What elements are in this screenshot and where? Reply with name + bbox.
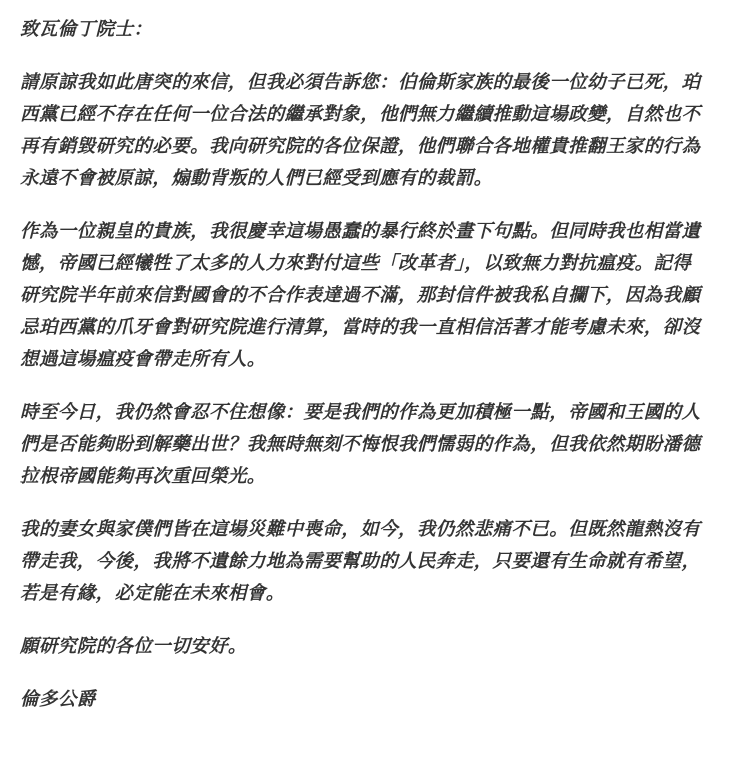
letter-paragraph: 我的妻女與家僕們皆在這場災難中喪命，如今，我仍然悲痛不已。但既然龍熱沒有帶走我，今後，我將不遺餘力地為需要幫助的人民奔走，只要還有生命就有希望，若是有緣，必定能在未來相會。 — [20, 519, 701, 604]
letter-salutation: 致瓦倫丁院士： — [20, 19, 153, 40]
letter-signature: 倫多公爵 — [20, 689, 96, 710]
letter-paragraph: 請原諒我如此唐突的來信，但我必須告訴您：伯倫斯家族的最後一位幼子已死，珀西黨已經不存在任何一位合法的繼承對象，他們無力繼續推動這場政變，自然也不再有銷毀研究的必要。我向研究院的各位保證，他們聯合各地權貴推翻王家的行為永遠不會被原諒，煽動背叛的人們已經受到應有的裁罰。 — [20, 72, 701, 189]
letter-paragraph: 時至今日，我仍然會忍不住想像：要是我們的作為更加積極一點，帝國和王國的人們是否能夠盼到解藥出世？我無時無刻不悔恨我們懦弱的作為，但我依然期盼潘德拉根帝國能夠再次重回榮光。 — [20, 402, 701, 487]
letter-closing: 願研究院的各位一切安好。 — [20, 636, 247, 657]
letter-paragraph: 作為一位親皇的貴族，我很慶幸這場愚蠢的暴行終於畫下句點。但同時我也相當遺憾，帝國已經犧牲了太多的人力來對付這些「改革者」，以致無力對抗瘟疫。記得研究院半年前來信對國會的不合作表達過不滿，那封信件被我私自攔下，因為我顧忌珀西黨的爪牙會對研究院進行清算，當時的我一直相信活著才能考慮未來，卻沒想過這場瘟疫會帶走所有人。 — [20, 221, 701, 370]
